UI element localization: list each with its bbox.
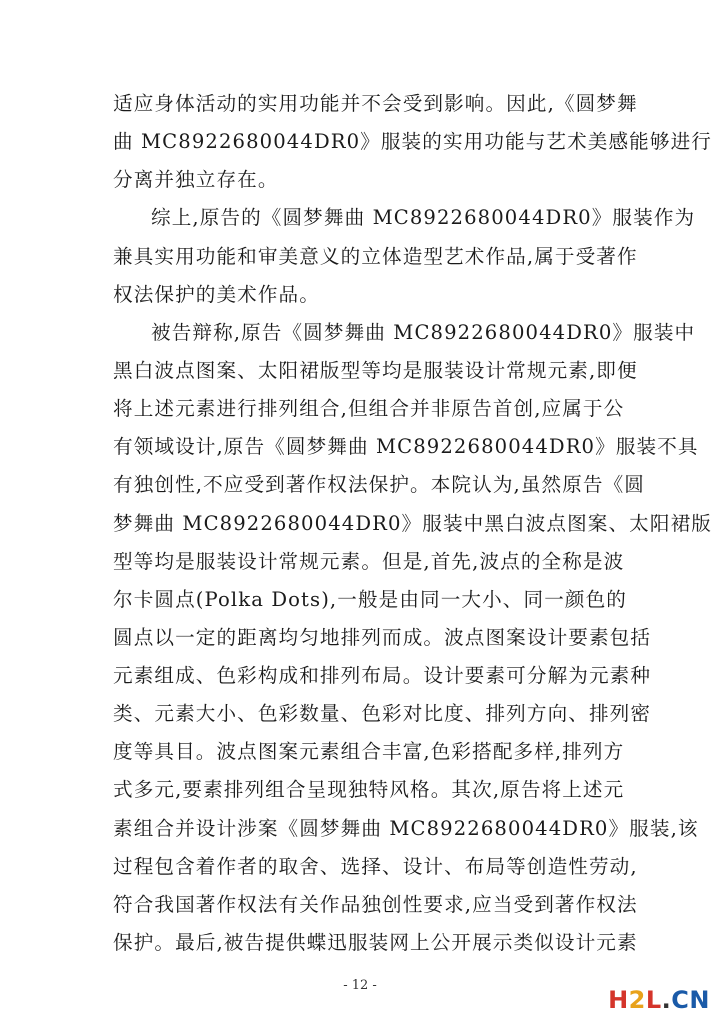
watermark-letter: L — [645, 986, 662, 1014]
body-line: 适应身体活动的实用功能并不会受到影响。因此,《圆梦舞 — [113, 92, 638, 115]
body-line: 将上述元素进行排列组合,但组合并非原告首创,应属于公 — [113, 397, 625, 421]
body-line: 被告辩称,原告《圆梦舞曲 MC8922680044DR0》服装中 — [151, 320, 696, 344]
body-line: 权法保护的美术作品。 — [113, 282, 320, 306]
watermark-letter: CN — [671, 986, 710, 1014]
body-line: 黑白波点图案、太阳裙版型等均是服装设计常规元素,即便 — [113, 358, 638, 382]
watermark-letter: . — [661, 986, 672, 1014]
body-line: 尔卡圆点(Polka Dots),一般是由同一大小、同一颜色的 — [113, 587, 627, 611]
body-line: 型等均是服装设计常规元素。但是,首先,波点的全称是波 — [113, 549, 625, 573]
body-line: 综上,原告的《圆梦舞曲 MC8922680044DR0》服装作为 — [151, 206, 696, 230]
body-line: 元素组成、色彩构成和排列布局。设计要素可分解为元素种 — [113, 664, 652, 688]
body-line: 类、元素大小、色彩数量、色彩对比度、排列方向、排列密 — [113, 702, 652, 726]
body-line: 符合我国著作权法有关作品独创性要求,应当受到著作权法 — [113, 892, 638, 916]
watermark-letter: 2 — [628, 986, 646, 1014]
body-line: 式多元,要素排列组合呈现独特风格。其次,原告将上述元 — [113, 778, 625, 802]
body-line: 保护。最后,被告提供蝶迅服装网上公开展示类似设计元素 — [113, 931, 638, 954]
watermark-letter: H — [608, 986, 629, 1014]
body-line: 有领域设计,原告《圆梦舞曲 MC8922680044DR0》服装不具 — [113, 435, 699, 459]
body-line: 分离并独立存在。 — [113, 168, 279, 192]
body-line: 有独创性,不应受到著作权法保护。本院认为,虽然原告《圆 — [113, 473, 645, 497]
body-line: 兼具实用功能和审美意义的立体造型艺术作品,属于受著作 — [113, 244, 638, 268]
site-watermark-logo — [608, 986, 710, 1014]
body-line: 梦舞曲 MC8922680044DR0》服装中黑白波点图案、太阳裙版 — [113, 511, 712, 535]
body-line: 度等具目。波点图案元素组合丰富,色彩搭配多样,排列方 — [113, 740, 625, 764]
body-line: 曲 MC8922680044DR0》服装的实用功能与艺术美感能够进行 — [113, 130, 712, 154]
page-number: - 12 - — [343, 978, 377, 993]
body-line: 素组合并设计涉案《圆梦舞曲 MC8922680044DR0》服装,该 — [113, 816, 699, 840]
body-line: 过程包含着作者的取舍、选择、设计、布局等创造性劳动, — [113, 854, 638, 878]
body-line: 圆点以一定的距离均匀地排列而成。波点图案设计要素包括 — [113, 625, 652, 649]
